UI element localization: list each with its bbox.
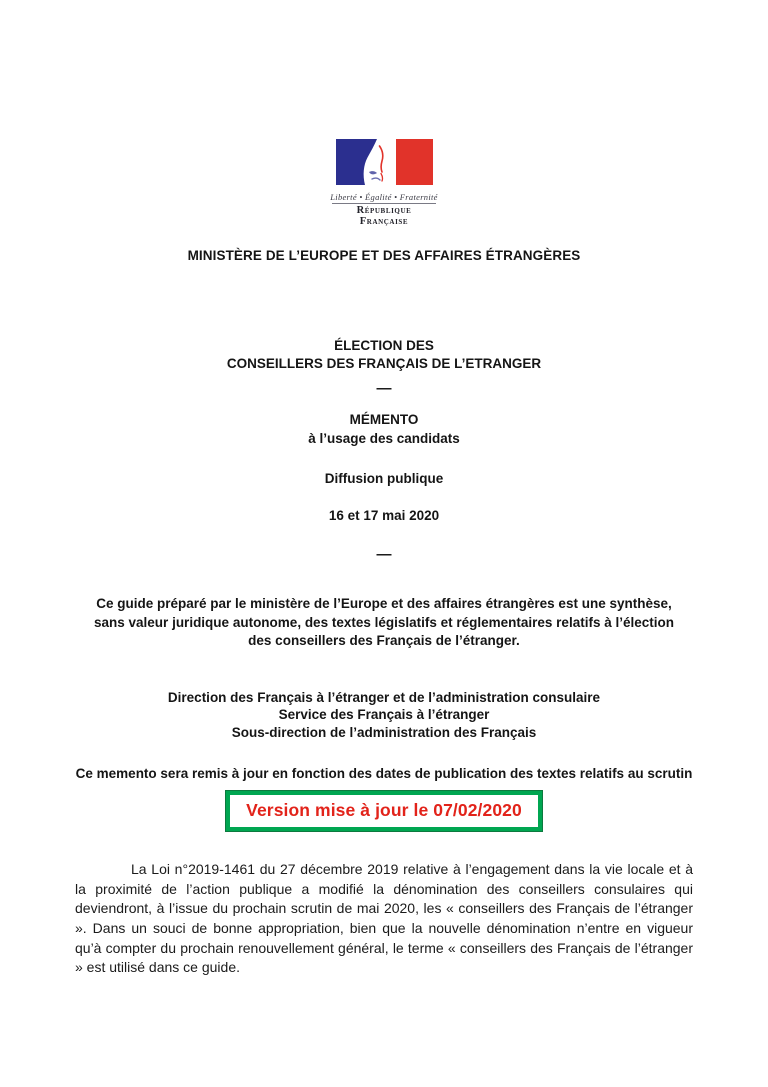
version-box-wrap [75,791,693,831]
marianne-flag-icon [336,139,433,185]
section-divider: — [376,380,392,397]
election-dates: 16 et 17 mai 2020 [328,508,440,523]
memento-subtitle: à l’usage des candidats [308,430,460,446]
version-box [226,791,542,831]
update-note: Ce memento sera remis à jour en fonction des dates de publication des textes relatifs au scrutin [75,765,693,781]
section-divider: — [376,546,392,563]
direction-line2: Service des Français à l’étranger [278,707,490,723]
election-title [75,337,693,373]
french-republic-logo [75,139,693,227]
diffusion-label: Diffusion publique [324,471,444,486]
issuing-direction-block [75,689,693,742]
election-title-line1: ÉLECTION DES [334,338,434,353]
ministry-heading: MINISTÈRE DE L’EUROPE ET DES AFFAIRES ÉTRANGÈRES [187,248,581,263]
memento-title: MÉMENTO [349,412,419,427]
logo-motto: Liberté • Égalité • Fraternité [330,192,438,202]
law-paragraph: La Loi n°2019-1461 du 27 décembre 2019 relative à l’engagement dans la vie locale et à la proximité de l’action publique a modifié la dénomination des conseillers consulaires qui deviendront, à l’issue du prochain scrutin de mai 2020, les « conseillers des Français de l’étranger ». Dans un souci de bonne appropriation, bien que la nouvelle dénomination n’entre en vigueur qu’à compter du prochain renouvellement général, le terme « conseillers des Français de l’étranger » est utilisé dans ce guide. [75,860,693,976]
direction-line3: Sous-direction de l’administration des Français [231,725,537,741]
direction-line1: Direction des Français à l’étranger et de l’administration consulaire [167,689,601,705]
version-box-label: Version mise à jour le 07/02/2020 [246,799,522,820]
election-title-line2: CONSEILLERS DES FRANÇAIS DE L’ETRANGER [226,356,542,371]
memento-block [75,411,693,448]
logo-republic-label: République Française [332,203,436,227]
guide-description-paragraph: Ce guide préparé par le ministère de l’Europe et des affaires étrangères est une synthèse, sans valeur juridique autonome, des textes législatifs et réglementaires relatifs à l’élection des conseillers des Français de l’étranger. [94,596,674,648]
